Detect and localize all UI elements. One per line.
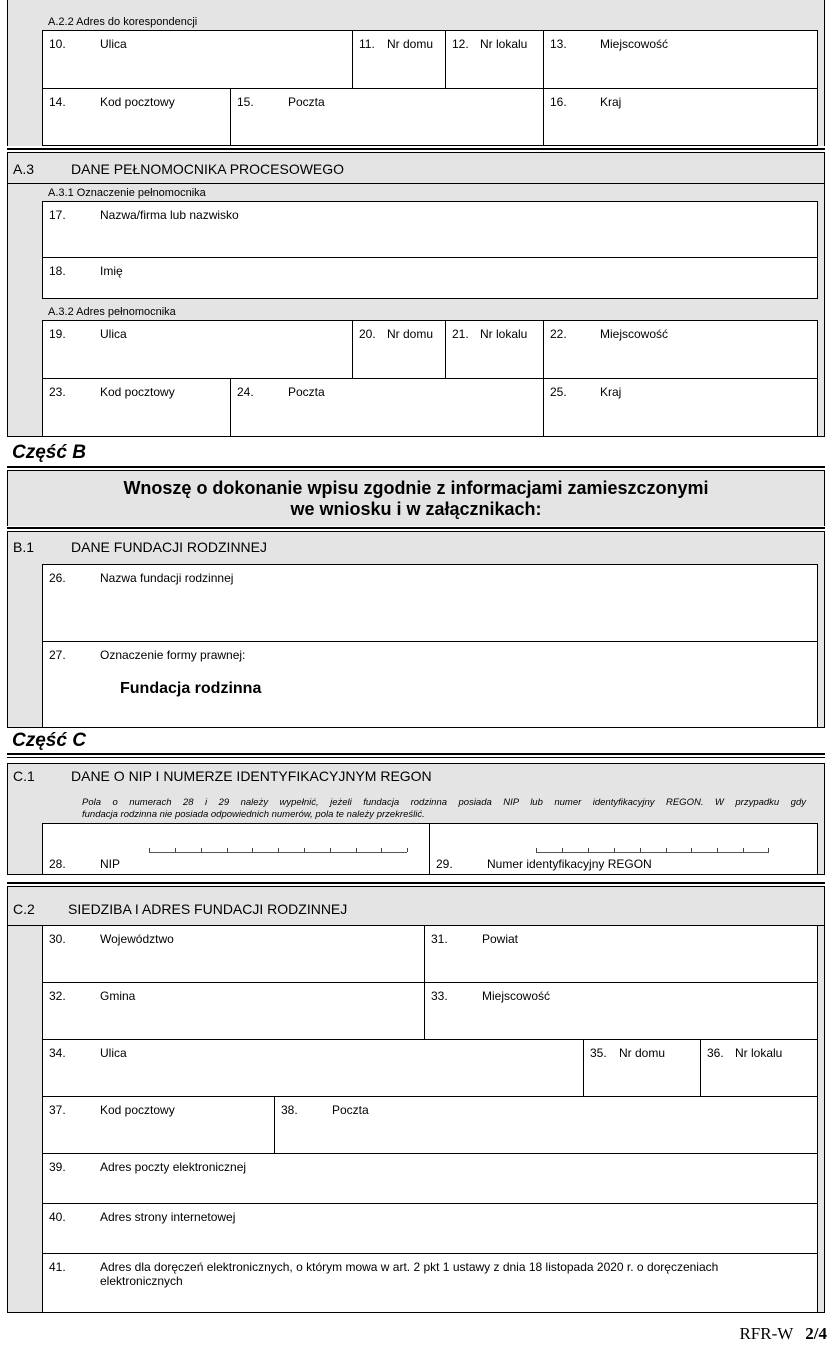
page-footer bbox=[739, 1324, 827, 1344]
field-15-post-office[interactable] bbox=[230, 88, 544, 146]
part-b-title: Część B bbox=[12, 442, 86, 463]
field-number: 32. bbox=[49, 989, 66, 1003]
section-code: C.2 bbox=[13, 901, 35, 917]
heading-line-2: we wniosku i w załącznikach: bbox=[290, 499, 542, 519]
field-20-house-number[interactable] bbox=[352, 320, 446, 379]
section-code: B.1 bbox=[13, 539, 35, 555]
field-label: Nr lokalu bbox=[480, 327, 528, 341]
field-number: 33. bbox=[431, 989, 448, 1003]
field-label: Kod pocztowy bbox=[100, 385, 175, 399]
form-code: RFR-W bbox=[739, 1324, 794, 1343]
field-40-website[interactable] bbox=[42, 1203, 818, 1254]
field-number: 29. bbox=[436, 857, 453, 871]
field-label: Poczta bbox=[288, 95, 325, 109]
field-39-email[interactable] bbox=[42, 1153, 818, 1204]
subsection-title: A.2.2 Adres do korespondencji bbox=[48, 16, 198, 28]
field-label: Powiat bbox=[482, 932, 519, 946]
section-code: A.3 bbox=[13, 161, 35, 177]
field-label: Miejscowość bbox=[482, 989, 551, 1003]
field-30-voivodeship[interactable] bbox=[42, 925, 425, 983]
field-label: Kod pocztowy bbox=[100, 1103, 175, 1117]
field-label: Nazwa fundacji rodzinnej bbox=[100, 571, 234, 585]
field-number: 26. bbox=[49, 571, 66, 585]
field-10-street[interactable] bbox=[42, 30, 353, 89]
field-31-county[interactable] bbox=[424, 925, 818, 983]
field-14-postal-code[interactable] bbox=[42, 88, 231, 146]
field-number: 11. bbox=[359, 37, 375, 51]
field-36-apartment-number[interactable] bbox=[700, 1039, 818, 1097]
field-number: 24. bbox=[237, 385, 254, 399]
field-label: Kraj bbox=[600, 95, 622, 109]
field-26-foundation-name[interactable] bbox=[42, 564, 818, 642]
field-18-first-name[interactable] bbox=[42, 257, 818, 299]
note-line-2: fundacja rodzinna nie posiada odpowiednich numerów, pola te należy przekreślić. bbox=[82, 809, 425, 820]
page-number: 2/4 bbox=[805, 1324, 827, 1343]
field-number: 15. bbox=[237, 95, 254, 109]
subsection-title: A.3.2 Adres pełnomocnika bbox=[48, 306, 176, 318]
field-label: Nr domu bbox=[387, 327, 434, 341]
field-number: 23. bbox=[49, 385, 66, 399]
field-label: Numer identyfikacyjny REGON bbox=[487, 857, 652, 871]
field-label: Nr lokalu bbox=[735, 1046, 783, 1060]
field-number: 14. bbox=[49, 95, 66, 109]
field-19-street[interactable] bbox=[42, 320, 353, 379]
divider bbox=[7, 183, 825, 184]
field-label: Kod pocztowy bbox=[100, 95, 175, 109]
field-number: 21. bbox=[452, 327, 469, 341]
field-37-postal-code[interactable] bbox=[42, 1096, 275, 1154]
field-number: 36. bbox=[707, 1046, 724, 1060]
section-title: DANE FUNDACJI RODZINNEJ bbox=[71, 539, 268, 555]
field-32-municipality[interactable] bbox=[42, 982, 425, 1040]
field-label: Nr domu bbox=[387, 37, 434, 51]
note-line-1: Pola o numerach 28 i 29 należy wypełnić, jeżeli fundacja rodzinna posiada NIP lub numer identyfikacyjny REGON. W przypadku gdy bbox=[82, 797, 806, 808]
field-23-postal-code[interactable] bbox=[42, 378, 231, 437]
part-c-title: Część C bbox=[12, 730, 86, 751]
field-number: 30. bbox=[49, 932, 66, 946]
field-16-country[interactable] bbox=[543, 88, 818, 146]
field-12-apartment-number[interactable] bbox=[445, 30, 544, 89]
field-label: Województwo bbox=[100, 932, 174, 946]
field-label: Nr lokalu bbox=[480, 37, 528, 51]
field-28-nip[interactable] bbox=[42, 823, 430, 875]
field-number: 16. bbox=[550, 95, 567, 109]
section-code: C.1 bbox=[13, 768, 35, 784]
field-21-apartment-number[interactable] bbox=[445, 320, 544, 379]
field-label: Nr domu bbox=[619, 1046, 666, 1060]
field-number: 35. bbox=[590, 1046, 607, 1060]
field-label: Adres poczty elektronicznej bbox=[100, 1160, 247, 1174]
field-27-legal-form[interactable] bbox=[42, 641, 818, 728]
subsection-title: A.3.1 Oznaczenie pełnomocnika bbox=[48, 187, 206, 199]
field-34-street[interactable] bbox=[42, 1039, 584, 1097]
field-29-regon[interactable] bbox=[429, 823, 818, 875]
field-label: NIP bbox=[100, 857, 121, 871]
field-11-house-number[interactable] bbox=[352, 30, 446, 89]
part-b-heading bbox=[7, 478, 825, 520]
section-divider bbox=[7, 753, 825, 758]
field-number: 19. bbox=[49, 327, 66, 341]
field-label: Ulica bbox=[100, 37, 127, 51]
field-label: Gmina bbox=[100, 989, 136, 1003]
field-17-name[interactable] bbox=[42, 201, 818, 258]
field-label: Adres dla doręczeń elektronicznych, o którym mowa w art. 2 pkt 1 ustawy z dnia 18 listopada 2020 r. o doręczeniach bbox=[100, 1260, 719, 1274]
field-number: 25. bbox=[550, 385, 567, 399]
field-label: Poczta bbox=[332, 1103, 369, 1117]
field-number: 37. bbox=[49, 1103, 66, 1117]
field-number: 38. bbox=[281, 1103, 298, 1117]
section-note bbox=[82, 797, 806, 821]
field-label: Ulica bbox=[100, 1046, 127, 1060]
section-title: SIEDZIBA I ADRES FUNDACJI RODZINNEJ bbox=[68, 901, 348, 917]
field-label: Nazwa/firma lub nazwisko bbox=[100, 208, 239, 222]
field-13-city[interactable] bbox=[543, 30, 818, 89]
field-35-house-number[interactable] bbox=[583, 1039, 701, 1097]
field-number: 12. bbox=[452, 37, 469, 51]
field-25-country[interactable] bbox=[543, 378, 818, 437]
field-22-city[interactable] bbox=[543, 320, 818, 379]
field-label: Miejscowość bbox=[600, 37, 669, 51]
section-title: DANE O NIP I NUMERZE IDENTYFIKACYJNYM REGON bbox=[71, 768, 432, 784]
regon-digit-ruler bbox=[536, 852, 769, 853]
field-number: 20. bbox=[359, 327, 376, 341]
field-label: Ulica bbox=[100, 327, 127, 341]
field-number: 34. bbox=[49, 1046, 66, 1060]
heading-line-1: Wnoszę o dokonanie wpisu zgodnie z informacjami zamieszczonymi bbox=[123, 478, 709, 498]
field-label: Miejscowość bbox=[600, 327, 669, 341]
field-number: 13. bbox=[550, 37, 567, 51]
field-24-post-office[interactable] bbox=[230, 378, 544, 437]
field-label: Adres strony internetowej bbox=[100, 1210, 236, 1224]
field-41-e-delivery-address[interactable] bbox=[42, 1253, 818, 1313]
field-33-city[interactable] bbox=[424, 982, 818, 1040]
field-number: 17. bbox=[49, 208, 66, 222]
field-number: 22. bbox=[550, 327, 567, 341]
field-number: 10. bbox=[49, 37, 66, 51]
field-label: Kraj bbox=[600, 385, 622, 399]
field-number: 28. bbox=[49, 857, 66, 871]
nip-digit-ruler bbox=[149, 852, 407, 853]
field-label-continued: elektronicznych bbox=[100, 1274, 183, 1288]
field-number: 40. bbox=[49, 1210, 66, 1224]
field-38-post-office[interactable] bbox=[274, 1096, 818, 1154]
field-number: 39. bbox=[49, 1160, 66, 1174]
field-number: 41. bbox=[49, 1260, 66, 1274]
field-number: 31. bbox=[431, 932, 448, 946]
field-label: Imię bbox=[100, 264, 123, 278]
field-label: Oznaczenie formy prawnej: bbox=[100, 648, 246, 662]
legal-form-value: Fundacja rodzinna bbox=[120, 680, 262, 697]
section-title: DANE PEŁNOMOCNIKA PROCESOWEGO bbox=[71, 161, 345, 177]
field-number: 27. bbox=[49, 648, 66, 662]
field-label: Poczta bbox=[288, 385, 325, 399]
field-number: 18. bbox=[49, 264, 66, 278]
